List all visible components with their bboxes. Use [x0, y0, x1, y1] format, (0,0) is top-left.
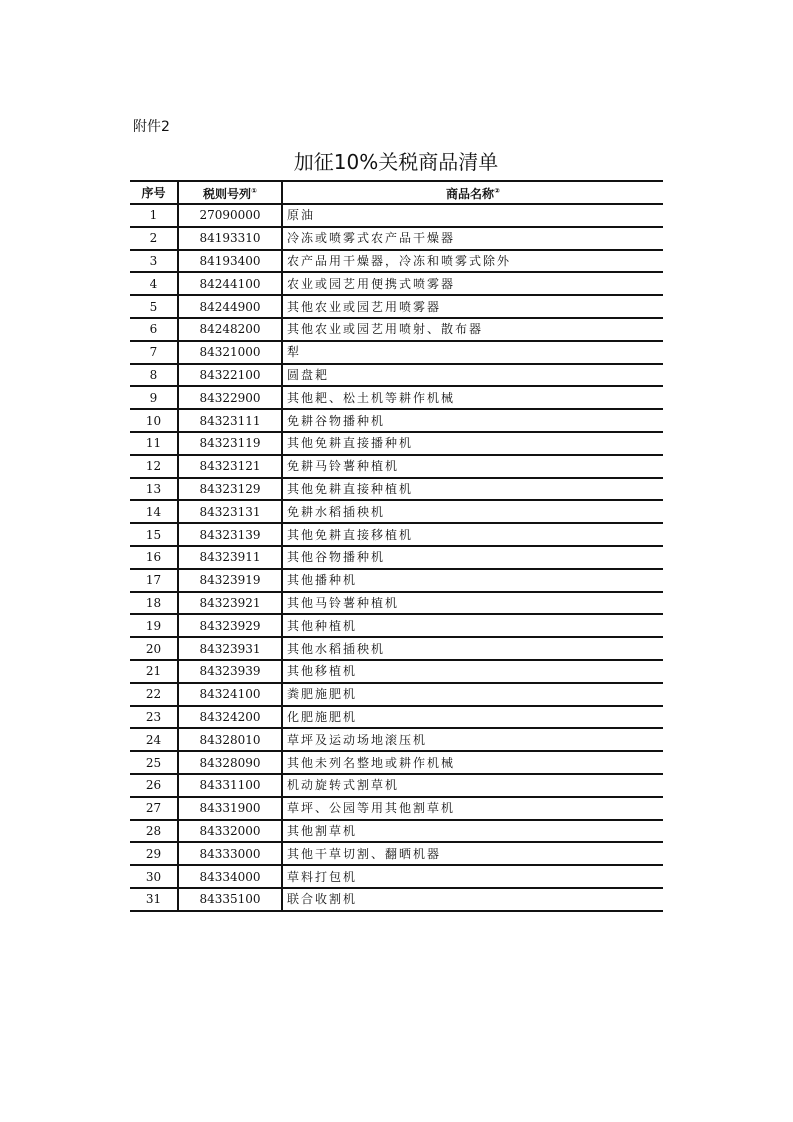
cell-index: 17: [130, 569, 178, 592]
cell-index: 25: [130, 751, 178, 774]
table-row: [130, 774, 663, 797]
cell-code: 84328090: [178, 751, 282, 774]
table-row: [130, 614, 663, 637]
cell-index: 14: [130, 500, 178, 523]
cell-name: 其他移植机: [282, 660, 663, 683]
cell-index: 11: [130, 432, 178, 455]
cell-name: 草坪及运动场地滚压机: [282, 728, 663, 751]
cell-code: 84193310: [178, 227, 282, 250]
cell-code: 84323921: [178, 592, 282, 615]
table-row: [130, 523, 663, 546]
header-code-label: 税则号列: [203, 187, 252, 201]
cell-index: 26: [130, 774, 178, 797]
header-code: [178, 181, 282, 204]
table-row: [130, 318, 663, 341]
cell-code: 84323939: [178, 660, 282, 683]
cell-code: 84323111: [178, 409, 282, 432]
table-row: [130, 272, 663, 295]
table-row: [130, 204, 663, 227]
cell-name: 农产品用干燥器，冷冻和喷雾式除外: [282, 250, 663, 273]
table-row: [130, 637, 663, 660]
table-row: [130, 250, 663, 273]
table-row: [130, 500, 663, 523]
cell-name: 免耕谷物播种机: [282, 409, 663, 432]
cell-index: 1: [130, 204, 178, 227]
cell-index: 27: [130, 797, 178, 820]
cell-name: 其他免耕直接种植机: [282, 478, 663, 501]
cell-code: 84323129: [178, 478, 282, 501]
cell-code: 27090000: [178, 204, 282, 227]
table-row: [130, 386, 663, 409]
cell-name: 草料打包机: [282, 865, 663, 888]
cell-code: 84323931: [178, 637, 282, 660]
cell-name: 其他未列名整地或耕作机械: [282, 751, 663, 774]
cell-index: 30: [130, 865, 178, 888]
cell-code: 84248200: [178, 318, 282, 341]
cell-name: 原油: [282, 204, 663, 227]
cell-index: 22: [130, 683, 178, 706]
cell-code: 84322900: [178, 386, 282, 409]
table-row: [130, 295, 663, 318]
table-row: [130, 341, 663, 364]
cell-name: 其他水稻插秧机: [282, 637, 663, 660]
cell-code: 84244100: [178, 272, 282, 295]
tariff-goods-table: [130, 180, 663, 912]
cell-code: 84323131: [178, 500, 282, 523]
table-row: [130, 455, 663, 478]
cell-code: 84323121: [178, 455, 282, 478]
cell-index: 19: [130, 614, 178, 637]
cell-code: 84328010: [178, 728, 282, 751]
table-row: [130, 865, 663, 888]
table-row: [130, 842, 663, 865]
cell-index: 23: [130, 706, 178, 729]
cell-index: 12: [130, 455, 178, 478]
cell-name: 免耕水稻插秧机: [282, 500, 663, 523]
cell-name: 其他种植机: [282, 614, 663, 637]
cell-code: 84331900: [178, 797, 282, 820]
attachment-label: 附件2: [133, 119, 170, 135]
cell-name: 农业或园艺用便携式喷雾器: [282, 272, 663, 295]
cell-name: 犁: [282, 341, 663, 364]
header-index: 序号: [130, 181, 178, 204]
table-row: [130, 364, 663, 387]
cell-index: 13: [130, 478, 178, 501]
cell-index: 28: [130, 820, 178, 843]
header-name: [282, 181, 663, 204]
cell-code: 84332000: [178, 820, 282, 843]
cell-index: 2: [130, 227, 178, 250]
cell-index: 31: [130, 888, 178, 911]
cell-name: 机动旋转式割草机: [282, 774, 663, 797]
cell-name: 其他干草切割、翻晒机器: [282, 842, 663, 865]
cell-index: 8: [130, 364, 178, 387]
table-row: [130, 227, 663, 250]
cell-index: 3: [130, 250, 178, 273]
cell-name: 冷冻或喷雾式农产品干燥器: [282, 227, 663, 250]
table-row: [130, 706, 663, 729]
cell-name: 其他播种机: [282, 569, 663, 592]
table-row: [130, 409, 663, 432]
table-row: [130, 660, 663, 683]
cell-index: 15: [130, 523, 178, 546]
cell-name: 圆盘耙: [282, 364, 663, 387]
cell-index: 4: [130, 272, 178, 295]
cell-name: 其他免耕直接播种机: [282, 432, 663, 455]
cell-code: 84321000: [178, 341, 282, 364]
cell-code: 84323929: [178, 614, 282, 637]
cell-index: 5: [130, 295, 178, 318]
cell-index: 10: [130, 409, 178, 432]
cell-name: 其他农业或园艺用喷雾器: [282, 295, 663, 318]
document-title: 加征10%关税商品清单: [293, 150, 499, 174]
cell-code: 84323911: [178, 546, 282, 569]
table-row: [130, 797, 663, 820]
cell-name: 粪肥施肥机: [282, 683, 663, 706]
cell-index: 16: [130, 546, 178, 569]
cell-code: 84333000: [178, 842, 282, 865]
cell-index: 18: [130, 592, 178, 615]
cell-name: 其他耙、松土机等耕作机械: [282, 386, 663, 409]
cell-index: 20: [130, 637, 178, 660]
cell-name: 其他免耕直接移植机: [282, 523, 663, 546]
cell-code: 84322100: [178, 364, 282, 387]
footnote-marker: ①: [251, 187, 257, 195]
table-row: [130, 569, 663, 592]
table-row: [130, 888, 663, 911]
table-row: [130, 820, 663, 843]
cell-index: 9: [130, 386, 178, 409]
cell-name: 化肥施肥机: [282, 706, 663, 729]
cell-name: 草坪、公园等用其他割草机: [282, 797, 663, 820]
table-row: [130, 751, 663, 774]
cell-code: 84193400: [178, 250, 282, 273]
cell-name: 其他农业或园艺用喷射、散布器: [282, 318, 663, 341]
cell-code: 84335100: [178, 888, 282, 911]
table-row: [130, 683, 663, 706]
table-header-row: [130, 181, 663, 204]
cell-code: 84244900: [178, 295, 282, 318]
cell-code: 84323139: [178, 523, 282, 546]
table-row: [130, 728, 663, 751]
cell-code: 84323919: [178, 569, 282, 592]
header-name-label: 商品名称: [446, 187, 495, 201]
table-row: [130, 432, 663, 455]
table-row: [130, 546, 663, 569]
cell-name: 免耕马铃薯种植机: [282, 455, 663, 478]
cell-name: 其他马铃薯种植机: [282, 592, 663, 615]
cell-index: 6: [130, 318, 178, 341]
cell-name: 其他谷物播种机: [282, 546, 663, 569]
cell-code: 84331100: [178, 774, 282, 797]
footnote-marker: ②: [494, 187, 500, 195]
table-row: [130, 592, 663, 615]
cell-name: 其他割草机: [282, 820, 663, 843]
cell-code: 84323119: [178, 432, 282, 455]
cell-index: 29: [130, 842, 178, 865]
cell-code: 84324100: [178, 683, 282, 706]
cell-index: 24: [130, 728, 178, 751]
cell-code: 84334000: [178, 865, 282, 888]
cell-code: 84324200: [178, 706, 282, 729]
cell-index: 7: [130, 341, 178, 364]
cell-name: 联合收割机: [282, 888, 663, 911]
table-row: [130, 478, 663, 501]
cell-index: 21: [130, 660, 178, 683]
